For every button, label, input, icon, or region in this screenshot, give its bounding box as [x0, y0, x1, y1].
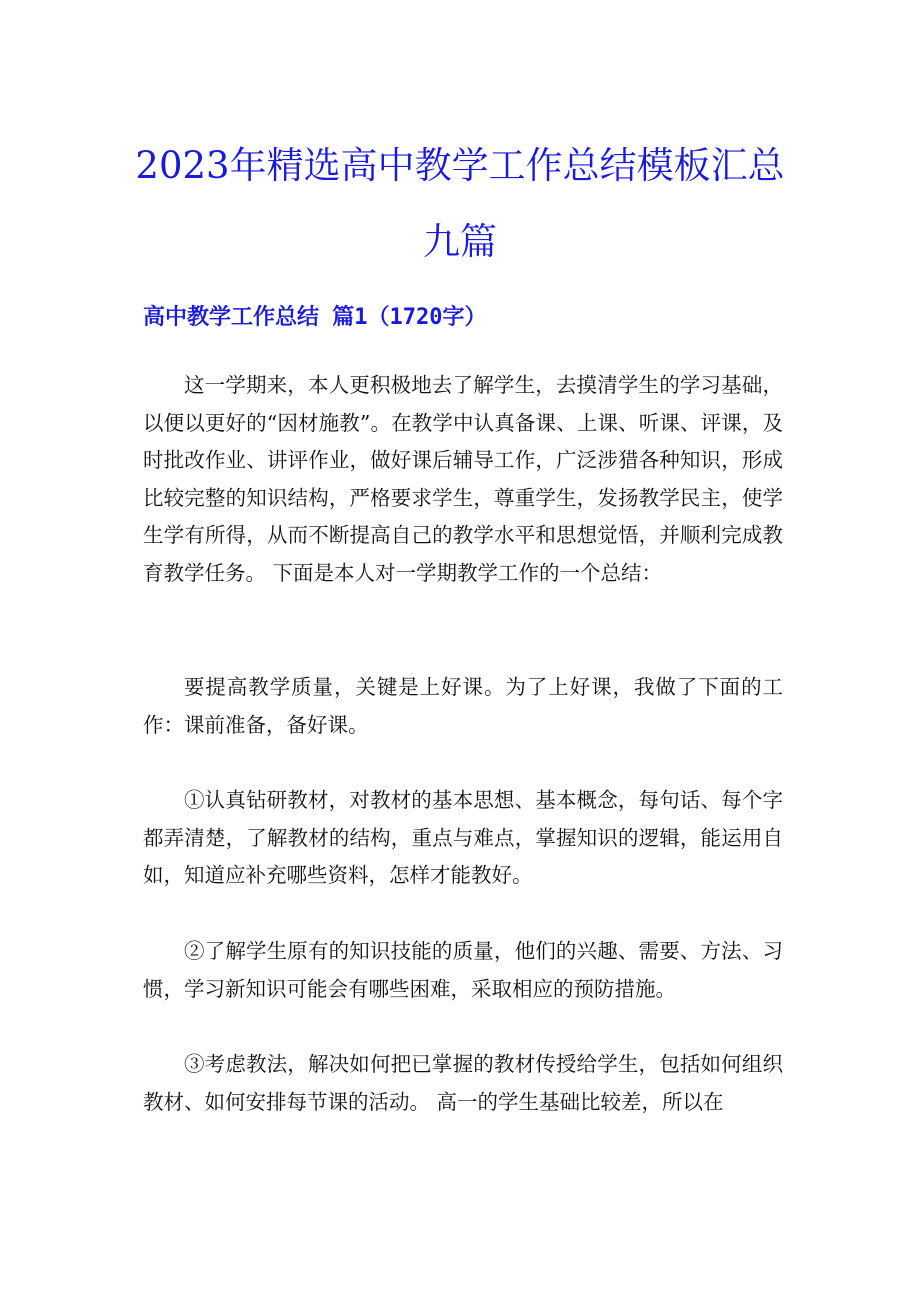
paragraph-point-3: ③考虑教法，解决如何把已掌握的教材传授给学生，包括如何组织教材、如何安排每节课的活动。 高一的学生基础比较差，所以在 [143, 1052, 783, 1114]
document-title: 2023年精选高中教学工作总结模板汇总九篇 [135, 144, 785, 263]
paragraph-intro: 这一学期来，本人更积极地去了解学生，去摸清学生的学习基础，以便以更好的“因材施教”。在教学中认真备课、上课、听课、评课，及时批改作业、讲评作业，做好课后辅导工作，广泛涉猎各种知识，形成比较完整的知识结构，严格要求学生，尊重学生，发扬教学民主，使学生学有所得，从而不断提高自己的教学水平和思想觉悟，并顺利完成教育教学任务。 下面是本人对一学期教学工作的一个总结： [143, 373, 783, 585]
paragraph-point-1: ①认真钻研教材，对教材的基本思想、基本概念，每句话、每个字都弄清楚，了解教材的结构，重点与难点，掌握知识的逻辑，能运用自如，知道应补充哪些资料，怎样才能教好。 [143, 788, 783, 888]
paragraph-point-2: ②了解学生原有的知识技能的质量，他们的兴趣、需要、方法、习惯，学习新知识可能会有哪些困难，采取相应的预防措施。 [143, 939, 783, 1001]
section-heading: 高中教学工作总结 篇1（1720字） [143, 305, 487, 330]
paragraph-lesson-quality: 要提高教学质量，关键是上好课。为了上好课，我做了下面的工作：课前准备，备好课。 [143, 675, 783, 737]
